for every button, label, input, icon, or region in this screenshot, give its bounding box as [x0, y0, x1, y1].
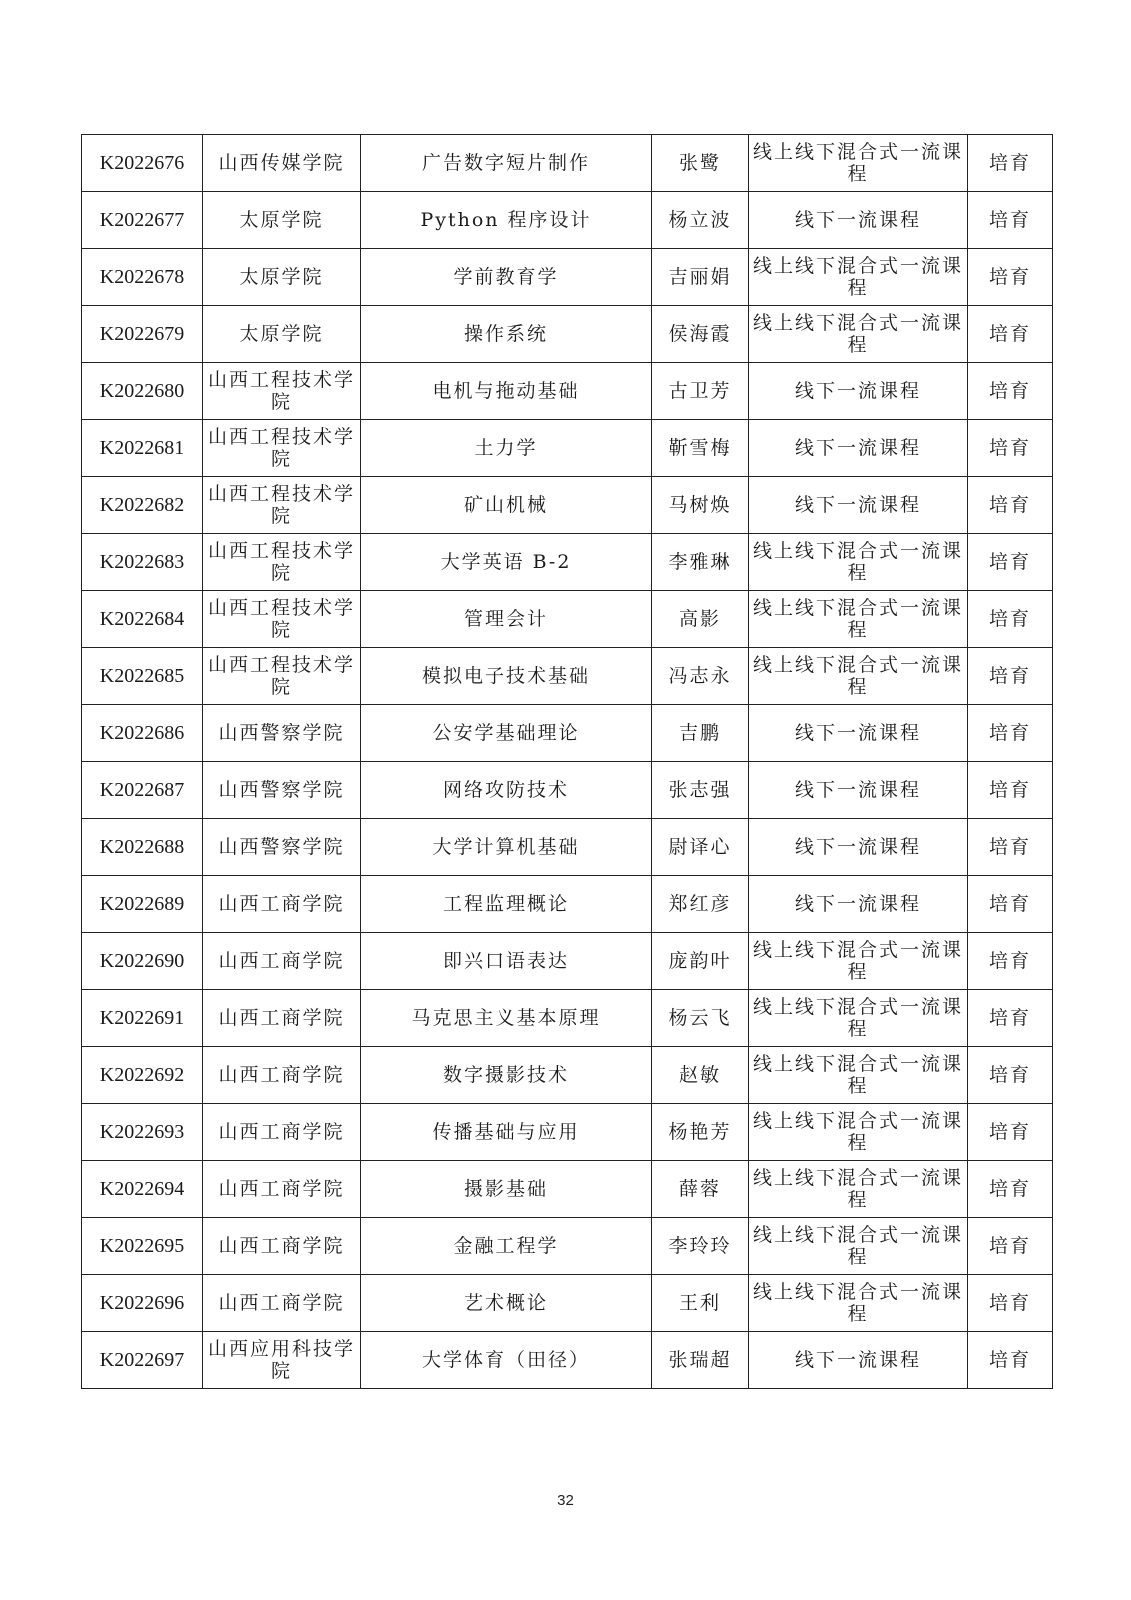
course-name-cell: 矿山机械 [361, 477, 652, 534]
course-name-cell: 艺术概论 [361, 1275, 652, 1332]
course-name-cell: 管理会计 [361, 591, 652, 648]
status-cell: 培育 [968, 1104, 1053, 1161]
status-cell: 培育 [968, 534, 1053, 591]
course-list-body [82, 135, 1053, 1389]
course-list-table [81, 134, 1053, 1389]
school-cell: 山西工商学院 [203, 1218, 361, 1275]
leader-cell: 靳雪梅 [652, 420, 749, 477]
leader-cell: 赵敏 [652, 1047, 749, 1104]
course-code-cell: K2022680 [82, 363, 203, 420]
page-number: 32 [557, 1492, 574, 1509]
course-name-cell: 摄影基础 [361, 1161, 652, 1218]
course-name-cell: 广告数字短片制作 [361, 135, 652, 192]
status-cell: 培育 [968, 990, 1053, 1047]
school-cell: 山西应用科技学院 [203, 1332, 361, 1389]
course-code-cell: K2022677 [82, 192, 203, 249]
course-type-cell: 线下一流课程 [749, 762, 968, 819]
status-cell: 培育 [968, 648, 1053, 705]
course-type-cell: 线下一流课程 [749, 420, 968, 477]
leader-cell: 侯海霞 [652, 306, 749, 363]
leader-cell: 庞韵叶 [652, 933, 749, 990]
school-cell: 山西工程技术学院 [203, 591, 361, 648]
status-cell: 培育 [968, 192, 1053, 249]
course-name-cell: 数字摄影技术 [361, 1047, 652, 1104]
school-cell: 山西工商学院 [203, 876, 361, 933]
school-cell: 山西工商学院 [203, 990, 361, 1047]
status-cell: 培育 [968, 249, 1053, 306]
leader-cell: 马树焕 [652, 477, 749, 534]
course-code-cell: K2022685 [82, 648, 203, 705]
table-row [82, 1161, 1053, 1218]
leader-cell: 吉丽娟 [652, 249, 749, 306]
school-cell: 山西工商学院 [203, 1275, 361, 1332]
school-cell: 山西工程技术学院 [203, 420, 361, 477]
school-cell: 山西工商学院 [203, 1161, 361, 1218]
course-code-cell: K2022679 [82, 306, 203, 363]
school-cell: 山西工程技术学院 [203, 534, 361, 591]
course-type-cell: 线上线下混合式一流课程 [749, 933, 968, 990]
table-row [82, 933, 1053, 990]
status-cell: 培育 [968, 819, 1053, 876]
school-cell: 山西工程技术学院 [203, 477, 361, 534]
school-cell: 太原学院 [203, 249, 361, 306]
course-type-cell: 线下一流课程 [749, 1332, 968, 1389]
course-name-cell: 电机与拖动基础 [361, 363, 652, 420]
status-cell: 培育 [968, 933, 1053, 990]
course-type-cell: 线上线下混合式一流课程 [749, 1047, 968, 1104]
school-cell: 山西工商学院 [203, 1047, 361, 1104]
school-cell: 太原学院 [203, 192, 361, 249]
course-type-cell: 线下一流课程 [749, 363, 968, 420]
course-type-cell: 线上线下混合式一流课程 [749, 1161, 968, 1218]
course-code-cell: K2022681 [82, 420, 203, 477]
course-type-cell: 线上线下混合式一流课程 [749, 249, 968, 306]
status-cell: 培育 [968, 1275, 1053, 1332]
status-cell: 培育 [968, 705, 1053, 762]
course-name-cell: 工程监理概论 [361, 876, 652, 933]
leader-cell: 张鹭 [652, 135, 749, 192]
status-cell: 培育 [968, 363, 1053, 420]
table-row [82, 819, 1053, 876]
course-code-cell: K2022691 [82, 990, 203, 1047]
school-cell: 山西工商学院 [203, 933, 361, 990]
course-type-cell: 线上线下混合式一流课程 [749, 990, 968, 1047]
course-code-cell: K2022693 [82, 1104, 203, 1161]
course-name-cell: 传播基础与应用 [361, 1104, 652, 1161]
table-row [82, 420, 1053, 477]
course-type-cell: 线下一流课程 [749, 705, 968, 762]
table-row [82, 249, 1053, 306]
leader-cell: 尉译心 [652, 819, 749, 876]
table-row [82, 648, 1053, 705]
school-cell: 山西传媒学院 [203, 135, 361, 192]
course-code-cell: K2022694 [82, 1161, 203, 1218]
course-name-cell: 模拟电子技术基础 [361, 648, 652, 705]
course-type-cell: 线上线下混合式一流课程 [749, 306, 968, 363]
leader-cell: 张志强 [652, 762, 749, 819]
table-row [82, 1332, 1053, 1389]
course-code-cell: K2022689 [82, 876, 203, 933]
leader-cell: 薛蓉 [652, 1161, 749, 1218]
status-cell: 培育 [968, 1332, 1053, 1389]
table-row [82, 192, 1053, 249]
course-code-cell: K2022697 [82, 1332, 203, 1389]
table-row [82, 534, 1053, 591]
leader-cell: 冯志永 [652, 648, 749, 705]
course-type-cell: 线下一流课程 [749, 819, 968, 876]
table-row [82, 135, 1053, 192]
course-name-cell: 土力学 [361, 420, 652, 477]
course-type-cell: 线上线下混合式一流课程 [749, 1104, 968, 1161]
status-cell: 培育 [968, 762, 1053, 819]
course-code-cell: K2022676 [82, 135, 203, 192]
school-cell: 太原学院 [203, 306, 361, 363]
course-code-cell: K2022686 [82, 705, 203, 762]
leader-cell: 张瑞超 [652, 1332, 749, 1389]
status-cell: 培育 [968, 1047, 1053, 1104]
table-row [82, 762, 1053, 819]
school-cell: 山西警察学院 [203, 705, 361, 762]
course-type-cell: 线下一流课程 [749, 192, 968, 249]
course-name-cell: 网络攻防技术 [361, 762, 652, 819]
course-name-cell: 大学英语 B-2 [361, 534, 652, 591]
leader-cell: 吉鹏 [652, 705, 749, 762]
course-type-cell: 线上线下混合式一流课程 [749, 534, 968, 591]
leader-cell: 李玲玲 [652, 1218, 749, 1275]
course-code-cell: K2022678 [82, 249, 203, 306]
leader-cell: 高影 [652, 591, 749, 648]
table-row [82, 705, 1053, 762]
table-row [82, 591, 1053, 648]
course-name-cell: 即兴口语表达 [361, 933, 652, 990]
leader-cell: 杨立波 [652, 192, 749, 249]
course-name-cell: 大学计算机基础 [361, 819, 652, 876]
course-code-cell: K2022684 [82, 591, 203, 648]
course-code-cell: K2022692 [82, 1047, 203, 1104]
status-cell: 培育 [968, 477, 1053, 534]
course-name-cell: 操作系统 [361, 306, 652, 363]
leader-cell: 王利 [652, 1275, 749, 1332]
course-code-cell: K2022688 [82, 819, 203, 876]
leader-cell: 李雅琳 [652, 534, 749, 591]
status-cell: 培育 [968, 306, 1053, 363]
status-cell: 培育 [968, 1161, 1053, 1218]
course-code-cell: K2022696 [82, 1275, 203, 1332]
status-cell: 培育 [968, 1218, 1053, 1275]
school-cell: 山西警察学院 [203, 762, 361, 819]
course-type-cell: 线上线下混合式一流课程 [749, 135, 968, 192]
table-row [82, 1047, 1053, 1104]
course-type-cell: 线上线下混合式一流课程 [749, 591, 968, 648]
course-type-cell: 线上线下混合式一流课程 [749, 1275, 968, 1332]
leader-cell: 古卫芳 [652, 363, 749, 420]
course-code-cell: K2022683 [82, 534, 203, 591]
leader-cell: 杨云飞 [652, 990, 749, 1047]
school-cell: 山西工程技术学院 [203, 648, 361, 705]
course-code-cell: K2022682 [82, 477, 203, 534]
table-row [82, 990, 1053, 1047]
table-row [82, 1218, 1053, 1275]
status-cell: 培育 [968, 420, 1053, 477]
table-row [82, 477, 1053, 534]
status-cell: 培育 [968, 591, 1053, 648]
status-cell: 培育 [968, 135, 1053, 192]
status-cell: 培育 [968, 876, 1053, 933]
course-name-cell: 学前教育学 [361, 249, 652, 306]
course-type-cell: 线下一流课程 [749, 477, 968, 534]
course-type-cell: 线上线下混合式一流课程 [749, 1218, 968, 1275]
course-code-cell: K2022690 [82, 933, 203, 990]
course-type-cell: 线上线下混合式一流课程 [749, 648, 968, 705]
course-code-cell: K2022687 [82, 762, 203, 819]
table-row [82, 306, 1053, 363]
leader-cell: 郑红彦 [652, 876, 749, 933]
course-name-cell: 金融工程学 [361, 1218, 652, 1275]
table-row [82, 363, 1053, 420]
school-cell: 山西工商学院 [203, 1104, 361, 1161]
leader-cell: 杨艳芳 [652, 1104, 749, 1161]
school-cell: 山西警察学院 [203, 819, 361, 876]
school-cell: 山西工程技术学院 [203, 363, 361, 420]
course-name-cell: 大学体育（田径） [361, 1332, 652, 1389]
table-row [82, 1104, 1053, 1161]
table-row [82, 1275, 1053, 1332]
table-row [82, 876, 1053, 933]
course-code-cell: K2022695 [82, 1218, 203, 1275]
course-name-cell: Python 程序设计 [361, 192, 652, 249]
course-type-cell: 线下一流课程 [749, 876, 968, 933]
course-name-cell: 马克思主义基本原理 [361, 990, 652, 1047]
course-name-cell: 公安学基础理论 [361, 705, 652, 762]
